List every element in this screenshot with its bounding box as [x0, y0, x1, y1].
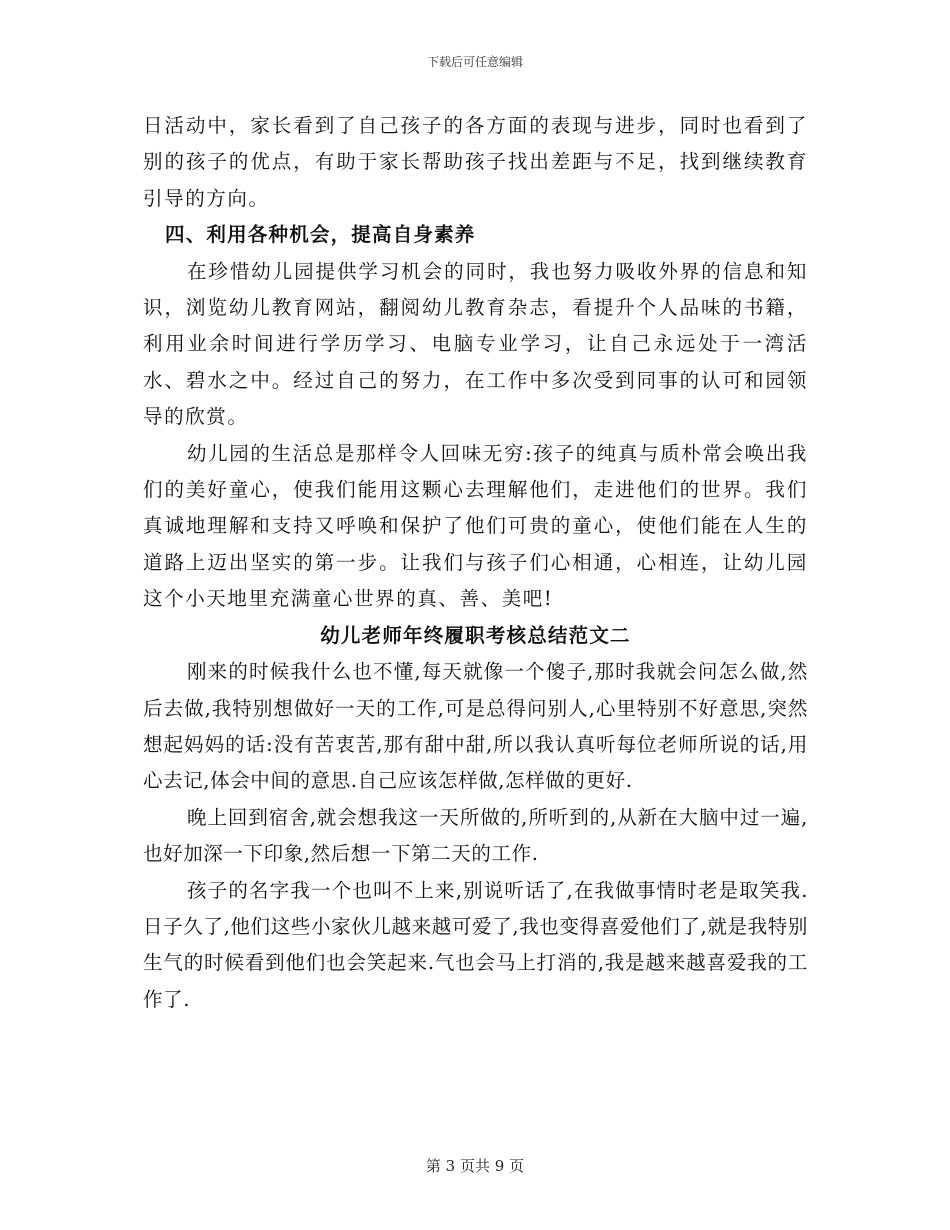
document-title-2: 幼儿老师年终履职考核总结范文二 — [320, 623, 631, 647]
paragraph-self-improvement: 在珍惜幼儿园提供学习机会的同时，我也努力吸收外界的信息和知识，浏览幼儿教育网站，翻阅幼儿教育杂志，看提升个人品味的书籍，利用业余时间进行学历学习、电脑专业学习，让自己永远处于一湾活水、碧水之中。经过自己的努力，在工作中多次受到同事的认可和园领导的欣赏。 — [143, 259, 808, 429]
page-header: 下载后可任意编辑 — [426, 55, 523, 69]
paragraph-conclusion: 幼儿园的生活总是那样令人回味无穷:孩子的纯真与质朴常会唤出我们的美好童心，使我们能用这颗心去理解他们，走进他们的世界。我们真诚地理解和支持又呼唤和保护了他们可贵的童心，使他们能在人生的道路上迈出坚实的第一步。让我们与孩子们心相通，心相连，让幼儿园这个小天地里充满童心世界的真、善、美吧! — [143, 441, 808, 611]
paragraph-evening: 晚上回到宿舍,就会想我这一天所做的,所听到的,从新在大脑中过一遍,也好加深一下印象,然后想一下第二天的工作. — [143, 805, 808, 866]
page-number: 第 3 页共 9 页 — [425, 1157, 525, 1175]
paragraph-first-days: 刚来的时候我什么也不懂,每天就像一个傻子,那时我就会问怎么做,然后去做,我特别想做好一天的工作,可是总得问别人,心里特别不好意思,突然想起妈妈的话:没有苦衷苦,那有甜中甜,所以我认真听每位老师所说的话,用心去记,体会中间的意思.自己应该怎样做,怎样做的更好. — [143, 660, 808, 793]
paragraph-continuation: 日活动中，家长看到了自己孩子的各方面的表现与进步，同时也看到了别的孩子的优点，有助于家长帮助孩子找出差距与不足，找到继续教育引导的方向。 — [143, 114, 808, 210]
paragraph-children: 孩子的名字我一个也叫不上来,别说听话了,在我做事情时老是取笑我.日子久了,他们这些小家伙儿越来越可爱了,我也变得喜爱他们了,就是我特别生气的时候看到他们也会笑起来.气也会马上打消的,我是越来越喜爱我的工作了. — [143, 878, 808, 1011]
document-body — [143, 108, 808, 1018]
section-heading: 四、利用各种机会，提高自身素养 — [165, 223, 476, 247]
